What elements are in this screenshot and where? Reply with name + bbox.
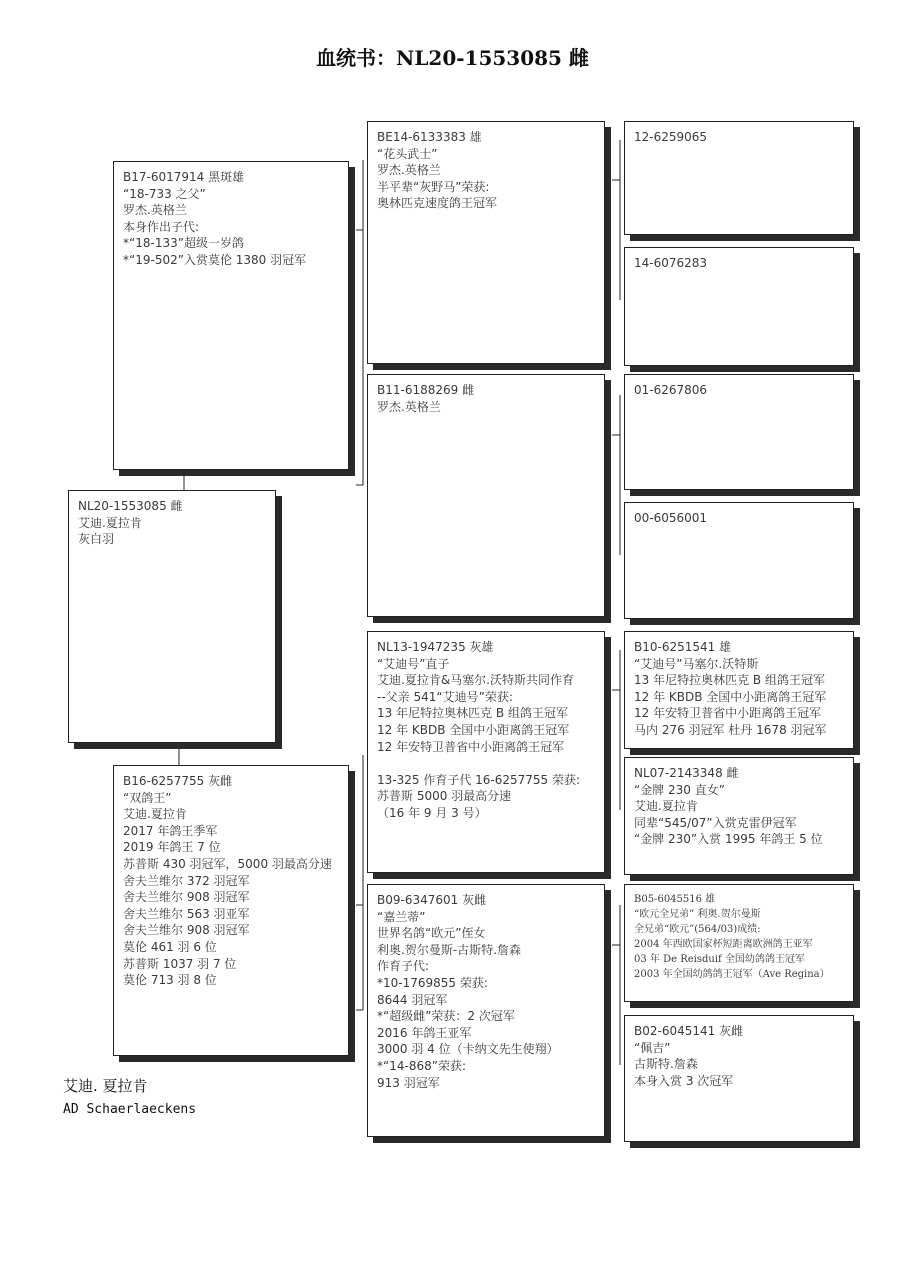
info-line: 13 年尼特拉奥林匹克 B 组鸽王冠军 (377, 706, 568, 721)
pigeon-nickname: “艾迪号”直子 (377, 656, 450, 671)
great-grandparent-card-4 (624, 502, 854, 619)
breeder-name: 艾迪.夏拉肯 (634, 799, 698, 814)
ring-number: B11-6188269 雌 (377, 383, 475, 397)
ring-number: NL13-1947235 灰雄 (377, 640, 494, 654)
info-line: 本身作出子代: (123, 219, 200, 234)
info-line: 03 年 De Reisduif 全国幼鸽鸽王冠军 (634, 954, 805, 965)
breeder-name: 利奥.贺尔曼斯-古斯特.詹森 (377, 942, 521, 957)
info-line: 同辈“545/07”入赏克雷伊冠军 (634, 815, 797, 830)
ring-number: B05-6045516 雄 (634, 894, 716, 905)
info-line: 作育子代: (377, 959, 430, 974)
great-grandparent-card-6 (624, 757, 854, 875)
info-line: 12 年安特卫普省中小距离鸽王冠军 (634, 706, 822, 721)
info-line: 3000 羽 4 位（卡纳文先生使翔） (377, 1042, 559, 1057)
breeder-name: 艾迪.夏拉肯 (123, 807, 187, 822)
ring-number: B16-6257755 灰雌 (123, 774, 233, 788)
info-line: 8644 羽冠军 (377, 992, 448, 1007)
info-line: 12 年 KBDB 全国中小距离鸽王冠军 (377, 722, 570, 737)
info-line: 莫伦 461 羽 6 位 (123, 939, 217, 954)
great-grandparent-card-3 (624, 374, 854, 490)
info-line: 2004 年西欧国家杯短距离欧洲鸽王亚军 (634, 939, 813, 950)
info-line: 奥林匹克速度鸽王冠军 (377, 196, 498, 211)
info-line: 苏普斯 5000 羽最高分速 (377, 789, 512, 804)
pigeon-nickname: “双鸽王” (123, 790, 172, 805)
great-grandparent-card-5 (624, 631, 854, 749)
info-line: 2019 年鸽王 7 位 (123, 840, 221, 855)
info-line: 12 年 KBDB 全国中小距离鸽王冠军 (634, 689, 827, 704)
info-line: *“19-502”入赏莫伦 1380 羽冠军 (123, 252, 307, 267)
great-grandparent-card-2 (624, 247, 854, 366)
great-grandparent-card-1 (624, 121, 854, 235)
info-line: 2016 年鸽王亚军 (377, 1025, 472, 1040)
breeder-name-english: AD Schaerlaeckens (63, 1102, 197, 1117)
pigeon-nickname: “艾迪号”马塞尔.沃特斯 (634, 656, 759, 671)
info-line: 913 羽冠军 (377, 1075, 440, 1090)
great-grandparent-card-7 (624, 884, 854, 1002)
info-line: 舍夫兰维尔 563 羽亚军 (123, 906, 250, 921)
info-line: *“超级雌”荣获：2 次冠军 (377, 1009, 515, 1024)
breeder-name: 罗杰.英格兰 (377, 399, 441, 414)
paternal-grandsire-card (367, 121, 605, 364)
ring-number: NL07-2143348 雌 (634, 766, 739, 780)
ring-number: B17-6017914 黑斑雄 (123, 170, 245, 184)
info-line: *“18-133”超级一岁鸽 (123, 236, 244, 251)
sire-card (113, 161, 349, 470)
pigeon-nickname: “花头武士” (377, 146, 438, 161)
info-line: 苏普斯 430 羽冠军，5000 羽最高分速 (123, 856, 332, 871)
info-line: *10-1769855 荣获: (377, 975, 488, 990)
info-line: 世界名鸽“欧元”侄女 (377, 926, 486, 941)
dam-card (113, 765, 349, 1056)
color: 灰白羽 (78, 532, 115, 547)
info-line: --父亲 541“艾迪号”荣获: (377, 689, 513, 704)
ring-number: NL20-1553085 雌 (78, 499, 183, 513)
subject-pigeon-card (68, 490, 276, 743)
breeder-name: 罗杰.英格兰 (377, 163, 441, 178)
great-grandparent-card-8 (624, 1015, 854, 1142)
breeder-name: 古斯特.詹森 (634, 1057, 698, 1072)
info-line: 舍夫兰维尔 908 羽冠军 (123, 923, 250, 938)
ring-number: B02-6045141 灰雌 (634, 1024, 744, 1038)
ring-number: BE14-6133383 雄 (377, 130, 482, 144)
maternal-grandsire-card (367, 631, 605, 873)
info-line: “金牌 230”入赏 1995 年鸽王 5 位 (634, 832, 823, 847)
pigeon-nickname: “佩吉” (634, 1040, 671, 1055)
info-line: 全兄弟“欧元”(564/03)成绩: (634, 924, 761, 935)
info-line: 马内 276 羽冠军 杜丹 1678 羽冠军 (634, 722, 827, 737)
info-line: 2017 年鸽王季军 (123, 823, 218, 838)
pigeon-nickname: “18-733 之父” (123, 186, 206, 201)
breeder-name: 艾迪.夏拉肯 (78, 515, 142, 530)
paternal-granddam-card (367, 374, 605, 617)
ring-number: 01-6267806 (634, 383, 708, 397)
breeder-name: 艾迪.夏拉肯&马塞尔.沃特斯共同作育 (377, 673, 574, 688)
ring-number: 12-6259065 (634, 130, 708, 144)
ring-number: B10-6251541 雄 (634, 640, 732, 654)
pigeon-nickname: “金牌 230 直女” (634, 782, 725, 797)
ring-number: B09-6347601 灰雌 (377, 893, 487, 907)
info-line: 13-325 作育子代 16-6257755 荣获: (377, 772, 581, 787)
info-line: 2003 年全国幼鸽鸽王冠军（Ave Regina） (634, 969, 830, 980)
info-line: 舍夫兰维尔 372 羽冠军 (123, 873, 250, 888)
info-line: 舍夫兰维尔 908 羽冠军 (123, 890, 250, 905)
info-line: 半平辈“灰野马”荣获: (377, 179, 490, 194)
info-line: 莫伦 713 羽 8 位 (123, 973, 217, 988)
info-line: 苏普斯 1037 羽 7 位 (123, 956, 237, 971)
info-line: 本身入赏 3 次冠军 (634, 1073, 734, 1088)
pigeon-nickname: “欧元全兄弟” 利奥.贺尔曼斯 (634, 909, 761, 920)
info-line: *“14-868”荣获: (377, 1058, 466, 1073)
info-line: 13 年尼特拉奥林匹克 B 组鸽王冠军 (634, 673, 825, 688)
breeder-name: 罗杰.英格兰 (123, 203, 187, 218)
info-line: 12 年安特卫普省中小距离鸽王冠军 (377, 739, 565, 754)
ring-number: 14-6076283 (634, 256, 708, 270)
pigeon-nickname: “嘉兰蒂” (377, 909, 426, 924)
ring-number: 00-6056001 (634, 511, 708, 525)
info-line (377, 755, 596, 772)
info-line: （16 年 9 月 3 号） (377, 805, 487, 820)
page-title: 血统书：NL20-1553085 雌 (316, 46, 589, 70)
maternal-granddam-card (367, 884, 605, 1137)
breeder-name-chinese: 艾迪. 夏拉肯 (63, 1077, 148, 1095)
